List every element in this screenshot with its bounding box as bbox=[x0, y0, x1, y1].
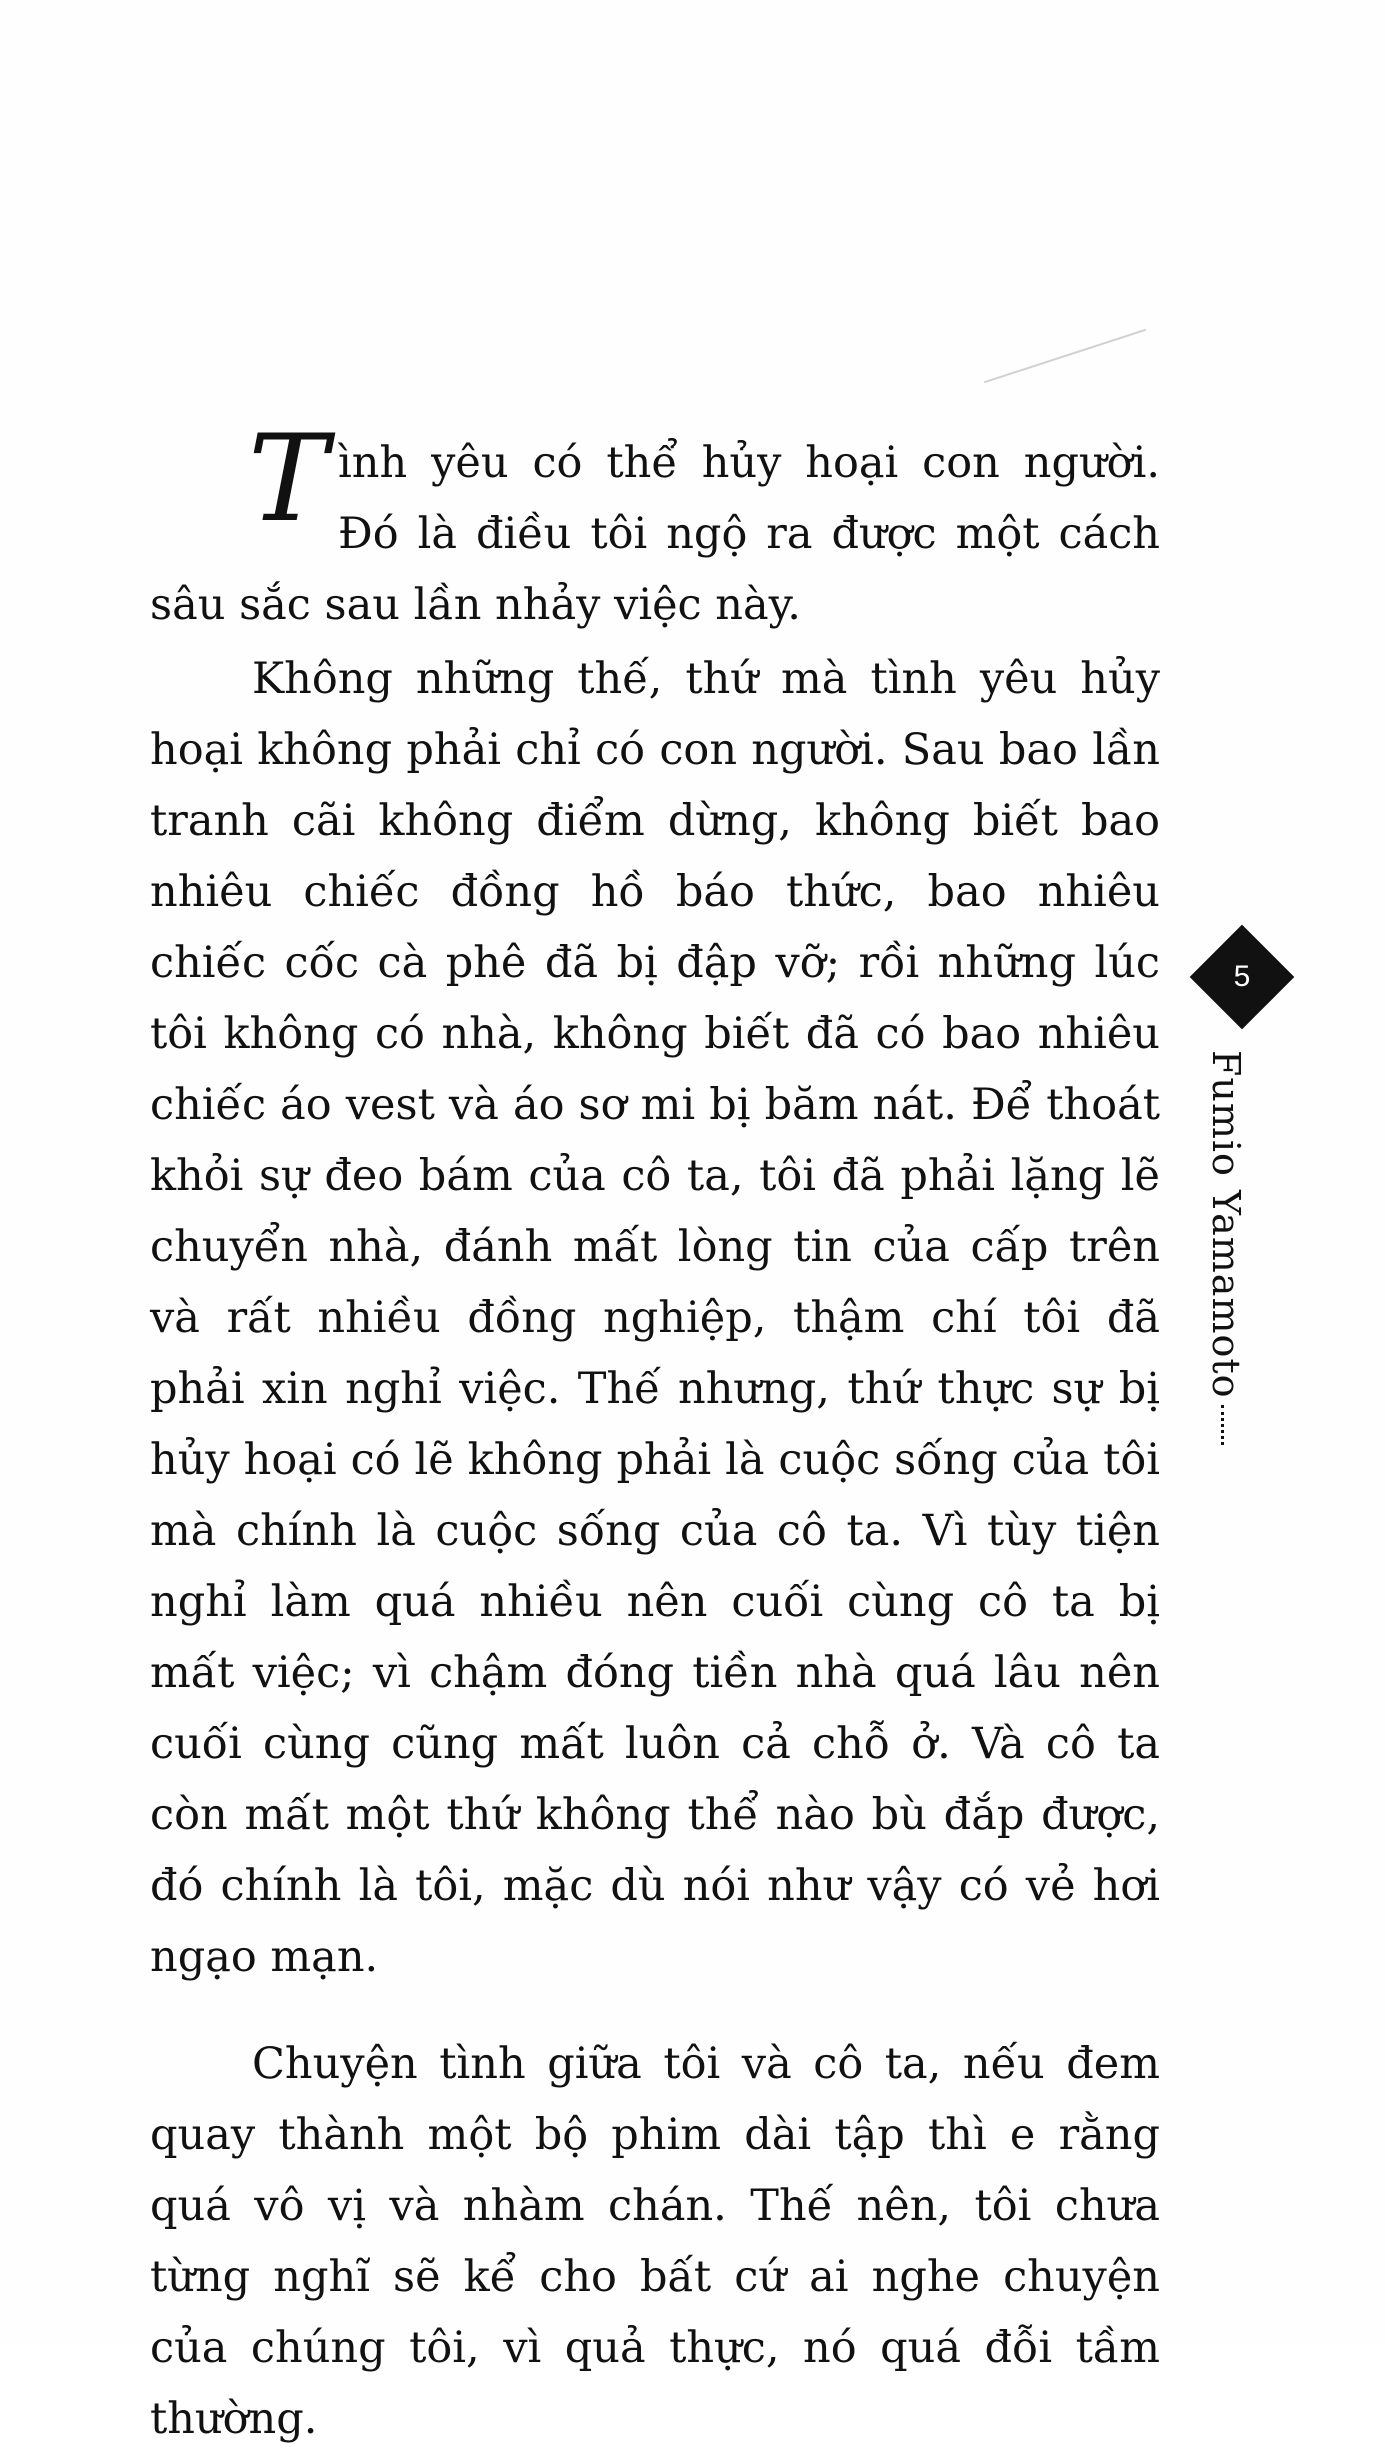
page-number-marker bbox=[1190, 925, 1294, 1029]
paragraph-3-text: Chuyện tình giữa tôi và cô ta, nếu đem quay thành một bộ phim dài tập thì e rằng quá vô vị và nhàm chán. Thế nên, tôi chưa từng nghĩ sẽ kể cho bất cứ ai nghe chuyện của chúng tôi, vì quả thực, nó quá đỗi tầm thường. bbox=[150, 2039, 1160, 2444]
page-number: 5 bbox=[1233, 960, 1251, 993]
paragraph-3 bbox=[150, 2029, 1160, 2455]
running-header-author bbox=[1204, 1050, 1248, 1445]
chapter-body bbox=[150, 410, 1160, 2455]
paragraph-2 bbox=[150, 644, 1160, 1993]
paragraph-2-text: Không những thế, thứ mà tình yêu hủy hoại không phải chỉ có con người. Sau bao lần tranh cãi không điểm dừng, không biết bao nhiêu chiếc đồng hồ báo thức, bao nhiêu chiếc cốc cà phê đã bị đập vỡ; rồi những lúc tôi không có nhà, không biết đã có bao nhiêu chiếc áo vest và áo sơ mi bị băm nát. Để thoát khỏi sự đeo bám của cô ta, tôi đã phải lặng lẽ chuyển nhà, đánh mất lòng tin của cấp trên và rất nhiều đồng nghiệp, thậm chí tôi đã phải xin nghỉ việc. Thế nhưng, thứ thực sự bị hủy hoại có lẽ không phải là cuộc sống của tôi mà chính là cuộc sống của cô ta. Vì tùy tiện nghỉ làm quá nhiều nên cuối cùng cô ta bị mất việc; vì chậm đóng tiền nhà quá lâu nên cuối cùng cũng mất luôn cả chỗ ở. Và cô ta còn mất một thứ không thể nào bù đắp được, đó chính là tôi, mặc dù nói như vậy có vẻ hơi ngạo mạn. bbox=[150, 654, 1160, 1982]
author-name: Fumio Yamamoto bbox=[1204, 1050, 1248, 1399]
paper-scratch-mark bbox=[984, 329, 1146, 383]
drop-cap: T bbox=[248, 410, 329, 549]
paragraph-1-text: ình yêu có thể hủy hoại con người. Đó là điều tôi ngộ ra được một cách sâu sắc sau lần nhảy việc này. bbox=[150, 438, 1160, 630]
dotted-leader bbox=[1221, 1405, 1224, 1445]
bleed-through-texture bbox=[140, 120, 1260, 404]
paragraph-1 bbox=[150, 410, 1160, 641]
